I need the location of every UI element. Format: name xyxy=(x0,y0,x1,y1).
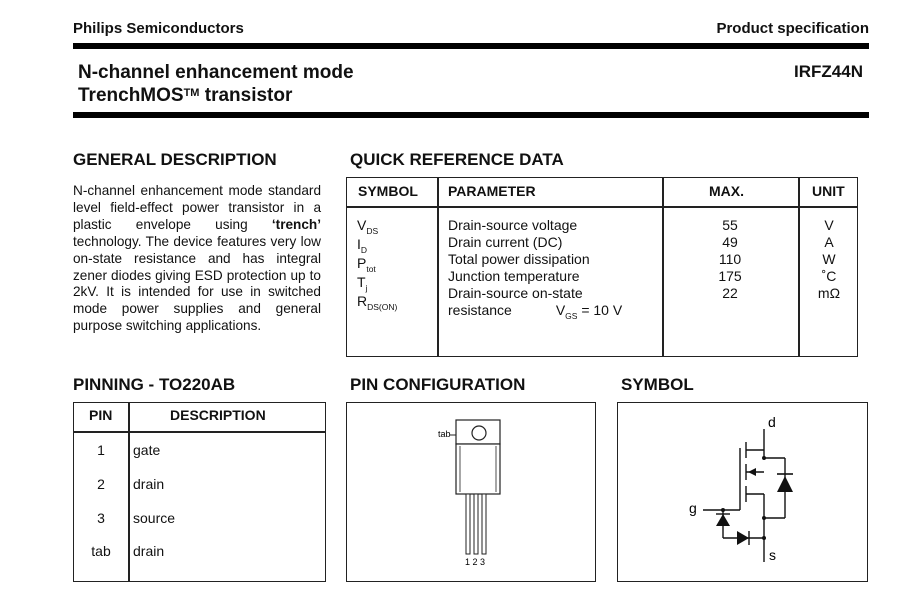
lead-1 xyxy=(466,494,470,554)
pinning-col-description: DESCRIPTION xyxy=(170,407,266,423)
qr-param: Drain-source on-state xyxy=(448,285,583,301)
qr-symbol-rdson: $R_{DS(ON)}$ xyxy=(357,293,398,312)
pin-description: gate xyxy=(133,442,161,458)
document-type: Product specification xyxy=(716,20,869,37)
title-line2 xyxy=(78,84,354,107)
package-body xyxy=(456,444,500,494)
body-arrow xyxy=(748,468,756,476)
mosfet-symbol xyxy=(617,402,868,582)
drain-junction xyxy=(762,456,766,460)
qr-header-rule xyxy=(346,206,858,208)
body-diode xyxy=(777,476,793,492)
pin-description: source xyxy=(133,510,176,526)
to220-package-drawing xyxy=(346,402,596,582)
quick-reference-heading: QUICK REFERENCE DATA xyxy=(350,150,564,169)
desc-bold-word: ‘trench’ xyxy=(271,216,321,232)
qr-condition: $V_{GS} = 10$ V xyxy=(555,302,623,321)
pinning-col-pin: PIN xyxy=(89,407,113,423)
pin-description: drain xyxy=(133,543,165,559)
qr-col-symbol: SYMBOL xyxy=(358,183,418,199)
qr-param: Junction temperature xyxy=(448,268,580,284)
pin-description: drain xyxy=(133,476,165,492)
qr-param: Drain-source voltage xyxy=(448,217,578,233)
qr-max: 110 xyxy=(718,251,742,267)
qr-max: 22 xyxy=(722,285,738,301)
header-rule-bottom xyxy=(73,112,869,118)
source-junction xyxy=(762,536,766,540)
qr-symbol-vds: $V_{DS}$ xyxy=(357,217,379,236)
qr-symbol-ptot: $P_{tot}$ xyxy=(357,255,376,274)
desc-part1: N-channel enhancement mode standard level field-effect power transistor in a plastic envelope using xyxy=(73,183,321,232)
qr-divider-2 xyxy=(662,177,664,357)
qr-unit-column xyxy=(800,217,858,302)
title-brand: TrenchMOS xyxy=(78,85,184,106)
qr-unit: V xyxy=(824,217,834,233)
general-description-heading: GENERAL DESCRIPTION xyxy=(73,150,277,169)
pin-number: tab xyxy=(91,543,111,559)
qr-max: 175 xyxy=(718,268,742,284)
lead-numbers: 1 2 3 xyxy=(465,557,486,567)
part-number: IRFZ44N xyxy=(794,62,863,81)
pin-number: 1 xyxy=(97,442,105,458)
tab-label: tab xyxy=(438,429,451,439)
qr-unit: ˚C xyxy=(821,268,837,284)
source-junction-2 xyxy=(762,516,766,520)
qr-symbol-tj: $T_j$ xyxy=(357,274,368,293)
title-trademark: TM xyxy=(183,87,200,99)
zener-diode-1 xyxy=(716,514,730,526)
qr-unit: A xyxy=(824,234,834,250)
drain-label: d xyxy=(768,414,776,430)
pin-number: 3 xyxy=(97,510,105,526)
header-rule-top xyxy=(73,43,869,49)
symbol-heading: SYMBOL xyxy=(621,375,694,394)
device-title xyxy=(78,61,354,107)
qr-param-line2: resistance $V_{GS} = 10$ V xyxy=(448,302,623,321)
lead-2 xyxy=(474,494,478,554)
qr-unit: W xyxy=(822,251,836,267)
qr-unit: mΩ xyxy=(817,285,841,301)
pinning-header-rule xyxy=(73,431,326,433)
pin-number: 2 xyxy=(97,476,105,492)
company-name: Philips Semiconductors xyxy=(73,20,244,37)
gate-label: g xyxy=(689,500,697,516)
lead-3 xyxy=(482,494,486,554)
qr-parameter-column xyxy=(448,217,622,321)
qr-max: 55 xyxy=(722,217,738,233)
qr-max-column xyxy=(680,217,780,302)
qr-col-unit: UNIT xyxy=(812,183,845,199)
pin-configuration-heading: PIN CONFIGURATION xyxy=(350,375,526,394)
pinning-heading: PINNING - TO220AB xyxy=(73,375,236,394)
qr-symbol-id: $I_D$ xyxy=(357,236,368,255)
gate-junction xyxy=(721,508,725,512)
qr-param: Drain current (DC) xyxy=(448,234,563,250)
title-line1: N-channel enhancement mode xyxy=(78,62,354,83)
qr-param: Total power dissipation xyxy=(448,251,590,267)
qr-symbol-column xyxy=(357,217,397,312)
zener-diode-2 xyxy=(737,531,749,545)
desc-part2: technology. The device features very low on-state resistance and has integral zener diodes giving ESD protection up to 2kV. It is intended for use in switched mode power supplies and general purpose switching applications. xyxy=(73,233,321,334)
general-description-text xyxy=(73,183,321,335)
qr-col-max: MAX. xyxy=(709,183,744,199)
source-label: s xyxy=(769,547,776,563)
qr-max: 49 xyxy=(722,234,738,250)
qr-divider-1 xyxy=(437,177,439,357)
qr-col-parameter: PARAMETER xyxy=(448,183,536,199)
title-suffix: transistor xyxy=(199,85,293,106)
